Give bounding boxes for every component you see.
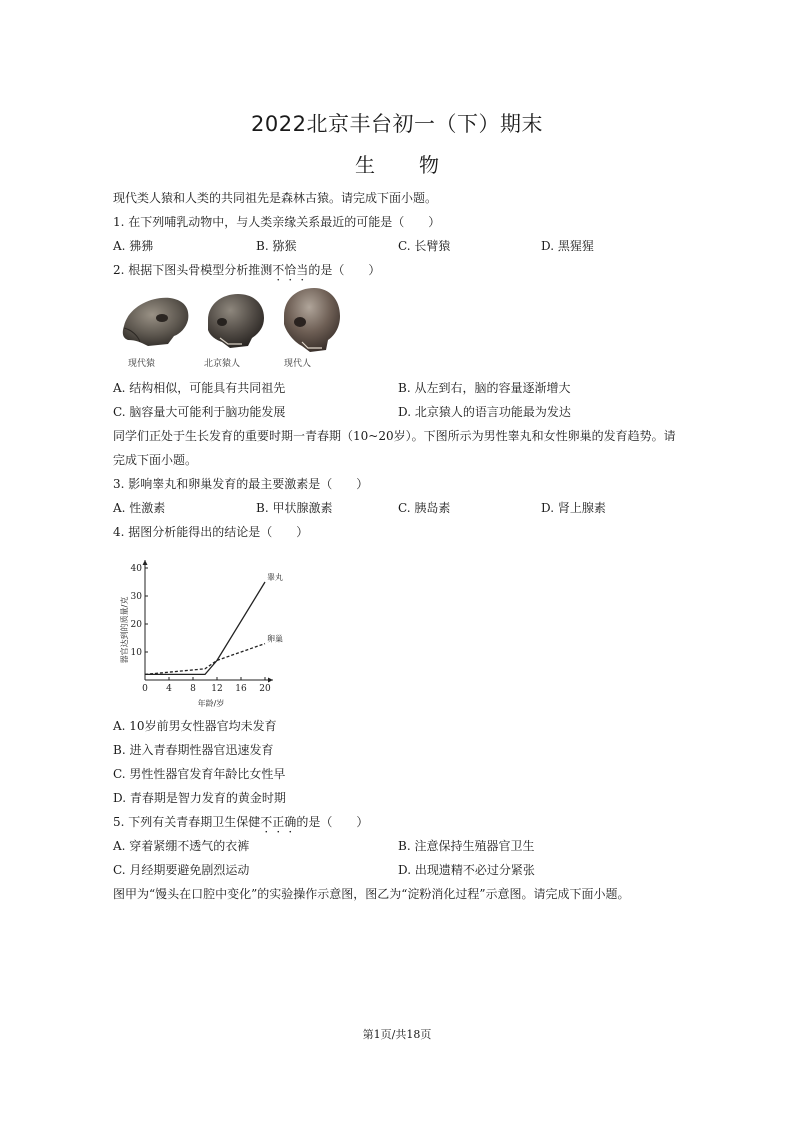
q3-stem: 3. 影响睾丸和卵巢发育的最主要激素是（ ） bbox=[113, 477, 369, 491]
y-tick-label: 30 bbox=[130, 592, 142, 602]
subject-char-2: 物 bbox=[419, 153, 439, 177]
organ-growth-chart bbox=[115, 552, 290, 710]
q2-stem-post: 的是（ ） bbox=[308, 263, 381, 277]
skull-label-2: 北京猿人 bbox=[204, 359, 241, 369]
emphasis-char: 不 bbox=[260, 815, 273, 829]
q2-stem-pre: 2. 根据下图头骨模型分析推测 bbox=[113, 263, 273, 277]
q5-option-d: D. 出现遗精不必过分紧张 bbox=[398, 863, 535, 877]
emphasis-char: 正 bbox=[272, 815, 285, 829]
skull-label-1: 现代猿 bbox=[128, 359, 156, 369]
q5-option-c: C. 月经期要避免剧烈运动 bbox=[113, 863, 250, 877]
q1-option-a: A. 狒狒 bbox=[113, 239, 154, 253]
series-line-1 bbox=[145, 582, 265, 674]
intro-2-line-1: 同学们正处于生长发育的重要时期一青春期（10~20岁）。下图所示为男性睾丸和女性卵巢的发育趋势。请 bbox=[113, 429, 676, 443]
x-tick-label: 20 bbox=[259, 684, 271, 694]
emphasis-char: 恰 bbox=[284, 263, 297, 277]
q2-stem-emphasis bbox=[272, 263, 308, 277]
page-title: 2022北京丰台初一（下）期末 bbox=[251, 112, 543, 136]
q3-option-a: A. 性激素 bbox=[113, 501, 166, 515]
peking-man-skull bbox=[208, 294, 264, 348]
series-label-1: 睾丸 bbox=[267, 573, 283, 582]
y-axis-label: 器官达到的质量/克 bbox=[120, 596, 129, 664]
series-label-2: 卵巢 bbox=[267, 634, 283, 644]
x-tick-label: 4 bbox=[166, 684, 172, 694]
q5-stem-emphasis bbox=[260, 815, 296, 829]
q1-stem: 1. 在下列哺乳动物中，与人类亲缘关系最近的可能是（ ） bbox=[113, 215, 441, 229]
page-footer: 第1页/共18页 bbox=[362, 1028, 432, 1041]
x-tick-label: 16 bbox=[235, 684, 247, 694]
skull-models-figure bbox=[118, 286, 353, 370]
emphasis-char: 不 bbox=[272, 263, 285, 277]
skull-label-3: 现代人 bbox=[284, 359, 312, 369]
q2-stem bbox=[113, 262, 380, 278]
q2-option-a: A. 结构相似，可能具有共同祖先 bbox=[113, 381, 286, 395]
intro-1: 现代类人猿和人类的共同祖先是森林古猿。请完成下面小题。 bbox=[113, 191, 438, 205]
y-tick-label: 10 bbox=[130, 648, 142, 658]
emphasis-char: 当 bbox=[296, 263, 309, 277]
y-tick-label: 20 bbox=[130, 620, 142, 630]
emphasis-char: 确 bbox=[284, 815, 297, 829]
q2-option-d: D. 北京猿人的语言功能最为发达 bbox=[398, 405, 571, 419]
q4-option-c: C. 男性性器官发育年龄比女性早 bbox=[113, 767, 286, 781]
x-axis-label: 年龄/岁 bbox=[197, 699, 225, 708]
q2-option-c: C. 脑容量大可能利于脑功能发展 bbox=[113, 405, 286, 419]
subject-title bbox=[0, 149, 794, 178]
q3-option-c: C. 胰岛素 bbox=[398, 501, 451, 515]
q5-stem-post: 的是（ ） bbox=[296, 815, 369, 829]
intro-3: 图甲为“馒头在口腔中变化”的实验操作示意图，图乙为“淀粉消化过程”示意图。请完成下面小题。 bbox=[113, 887, 630, 901]
q1-option-c: C. 长臂猿 bbox=[398, 239, 451, 253]
q5-option-b: B. 注意保持生殖器官卫生 bbox=[398, 839, 535, 853]
x-tick-label: 8 bbox=[190, 684, 196, 694]
q2-option-b: B. 从左到右，脑的容量逐渐增大 bbox=[398, 381, 571, 395]
q4-option-d: D. 青春期是智力发育的黄金时期 bbox=[113, 791, 286, 805]
intro-2-line-2: 完成下面小题。 bbox=[113, 453, 198, 467]
q3-option-d: D. 肾上腺素 bbox=[541, 501, 606, 515]
q4-option-b: B. 进入青春期性器官迅速发育 bbox=[113, 743, 274, 757]
q1-option-b: B. 猕猴 bbox=[256, 239, 297, 253]
q5-stem bbox=[113, 814, 368, 830]
x-axis-arrow bbox=[268, 678, 273, 683]
modern-human-skull bbox=[284, 288, 340, 352]
x-tick-label: 0 bbox=[142, 684, 148, 694]
q1-option-d: D. 黑猩猩 bbox=[541, 239, 594, 253]
q4-stem: 4. 据图分析能得出的结论是（ ） bbox=[113, 525, 309, 539]
q5-option-a: A. 穿着紧绷不透气的衣裤 bbox=[113, 839, 250, 853]
y-axis-arrow bbox=[143, 560, 148, 565]
subject-char-1: 生 bbox=[355, 153, 375, 177]
q3-option-b: B. 甲状腺激素 bbox=[256, 501, 333, 515]
q4-option-a: A. 10岁前男女性器官均未发育 bbox=[113, 719, 277, 733]
y-tick-label: 40 bbox=[130, 564, 142, 574]
q5-stem-pre: 5. 下列有关青春期卫生保健 bbox=[113, 815, 261, 829]
modern-ape-skull bbox=[123, 298, 189, 346]
x-tick-label: 12 bbox=[211, 684, 223, 694]
series-line-2 bbox=[145, 644, 265, 675]
